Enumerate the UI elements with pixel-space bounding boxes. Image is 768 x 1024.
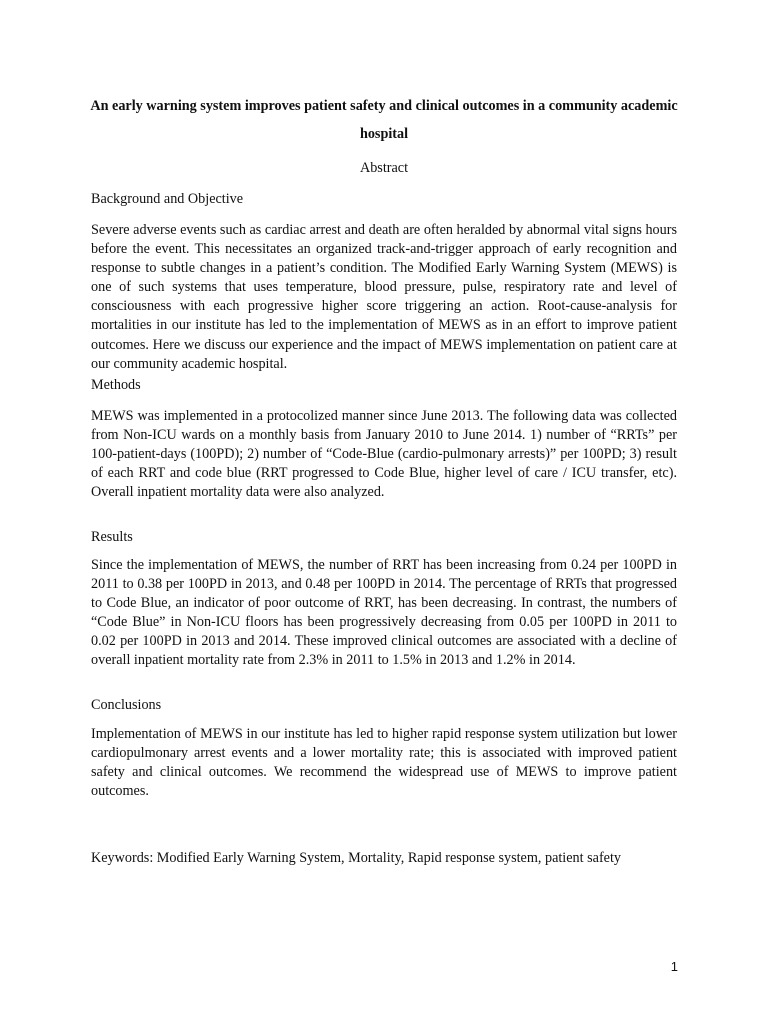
page-number: 1 [670, 959, 678, 974]
conclusions-paragraph: Implementation of MEWS in our institute has led to higher rapid response system utilization but lower cardiopulmonary arrest events and a lower mortality rate; this is associated with improved patient safety and clinical outcomes. We recommend the widespread use of MEWS to improve patient outcomes. [91, 726, 677, 800]
results-heading: Results [91, 529, 133, 545]
conclusions-heading: Conclusions [91, 697, 162, 713]
methods-heading: Methods [91, 377, 141, 393]
keywords-line: Keywords: Modified Early Warning System, Mortality, Rapid response system, patient safety [91, 850, 622, 866]
abstract-heading: Abstract [359, 160, 409, 176]
background-heading: Background and Objective [91, 191, 244, 207]
methods-paragraph: MEWS was implemented in a protocolized manner since June 2013. The following data was collected from Non-ICU wards on a monthly basis from January 2010 to June 2014. 1) number of “RRTs” per 100-patient-days (100PD); 2) number of “Code-Blue (cardio-pulmonary arrests)” per 100PD; 3) result of each RRT and code blue (RRT progressed to Code Blue, higher level of care / ICU transfer, etc). Overall inpatient mortality data were also analyzed. [91, 408, 677, 501]
background-paragraph: Severe adverse events such as cardiac arrest and death are often heralded by abnormal vital signs hours before the event. This necessitates an organized track-and-trigger approach of early recognition and response to subtle changes in a patient’s condition. The Modified Early Warning System (MEWS) is one of such systems that uses temperature, blood pressure, pulse, respiratory rate and level of consciousness with each progressive higher score triggering an action. Root-cause-analysis for mortalities in our institute has led to the implementation of MEWS as in an effort to improve patient outcomes. Here we discuss our experience and the impact of MEWS implementation on patient care at our community academic hospital. [91, 222, 677, 372]
paper-title: An early warning system improves patient safety and clinical outcomes in a community academic hospital [90, 98, 678, 142]
results-paragraph: Since the implementation of MEWS, the number of RRT has been increasing from 0.24 per 100PD in 2011 to 0.38 per 100PD in 2013, and 0.48 per 100PD in 2014. The percentage of RRTs that progressed to Code Blue, an indicator of poor outcome of RRT, has been decreasing. In contrast, the numbers of “Code Blue” in Non-ICU floors has been progressively decreasing from 0.05 per 100PD in 2011 to 0.02 per 100PD in 2013 and 2014. These improved clinical outcomes are associated with a decline of overall inpatient mortality rate from 2.3% in 2011 to 1.5% in 2013 and 1.2% in 2014. [91, 557, 677, 669]
